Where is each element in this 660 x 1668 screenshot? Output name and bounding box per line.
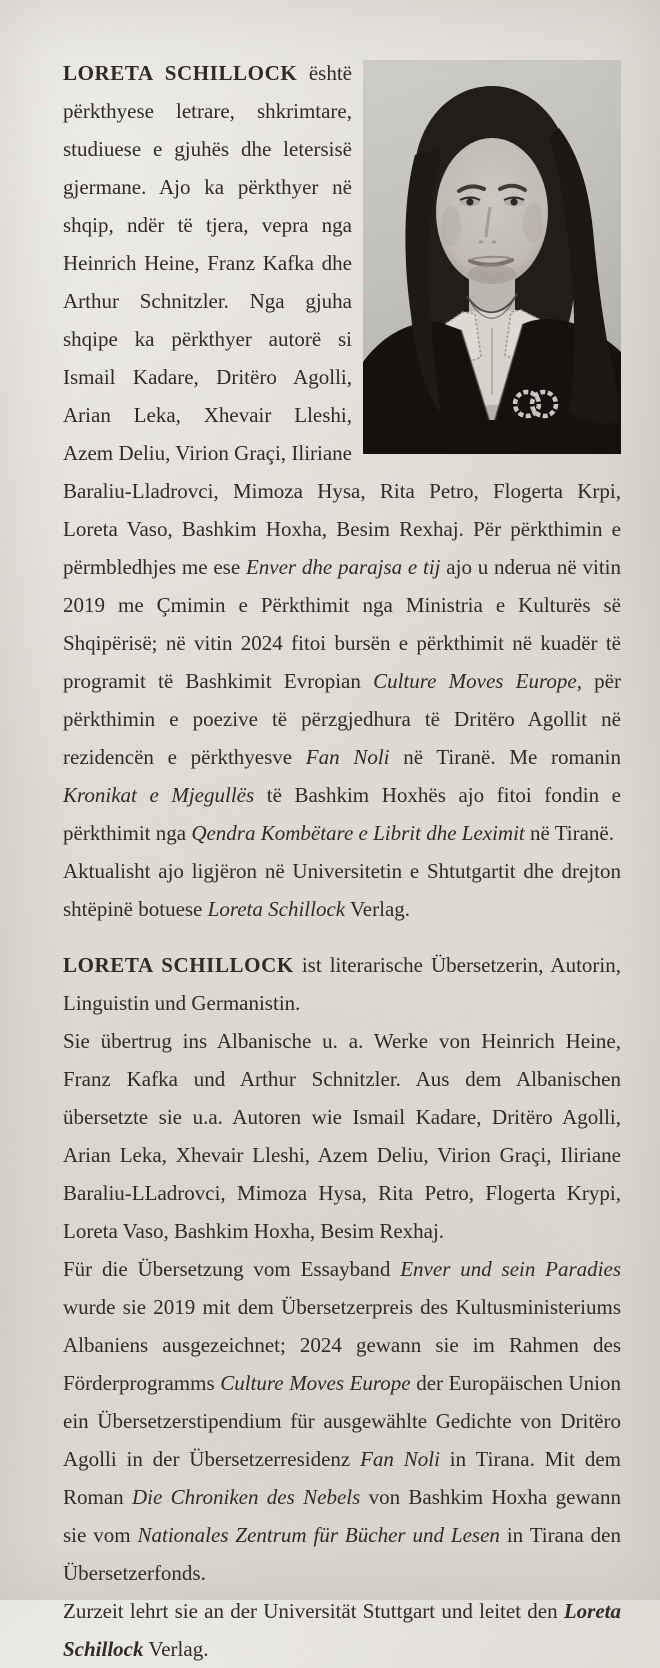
text-segment: Aktualisht ajo ligjëron në Universitetin e Shtutgartit dhe drejton shtëpinë botuese	[63, 859, 621, 921]
text-segment: Verlag.	[143, 1637, 209, 1661]
novel-title: Die Chroniken des Nebels	[131, 1485, 361, 1509]
text-segment: in Tirana den Übersetzerfonds.	[63, 1523, 621, 1585]
program-title: Culture Moves Europe	[220, 1371, 411, 1395]
text-segment: Für die Übersetzung vom Essayband	[63, 1257, 401, 1281]
publisher-name: Loreta Schillock	[207, 897, 346, 921]
text-segment: Zurzeit lehrt sie an der Universität Stuttgart und leitet den	[63, 1599, 564, 1623]
text-segment: të Bashkim Hoxhës ajo fitoi fondin e përkthimit nga	[63, 783, 621, 845]
bio-section-albanian	[63, 54, 621, 928]
text-segment: në Tiranë.	[524, 821, 614, 845]
essay-title: Enver und sein Paradies	[400, 1257, 622, 1281]
text-segment: der Europäischen Union ein Übersetzerstipendium für ausgewählte Gedichte von Dritëro Agolli in der Übersetzerresidenz	[63, 1371, 621, 1471]
program-title: Culture Moves Europe	[373, 669, 577, 693]
text-segment: wurde sie 2019 mit dem Übersetzerpreis des Kultusministeriums Albaniens ausgezeichnet; 2024 gewann sie im Rahmen des Förderprogramms	[63, 1295, 621, 1395]
residence-title: Fan Noli	[305, 745, 390, 769]
text-segment: , për përkthimin e poezive të përzgjedhura të Dritëro Agollit në rezidencën e përkthyesve	[63, 669, 621, 769]
text-segment: Verlag.	[345, 897, 411, 921]
bio-section-german	[63, 946, 621, 1668]
text-segment: është përkthyese letrare, shkrimtare, studiuese e gjuhës dhe letersisë gjermane. Ajo ka përkthyer në shqip, ndër të tjera, vepra nga Heinrich Heine, Franz Kafka dhe Arthur Schnitzler. Nga gjuha shqipe ka përkthyer autorë si Ismail Kadare, Dritëro Agolli, Arian Leka, Xhevair Lleshi, Azem Deliu, Virion Graçi, Iliriane Baraliu-Lladrovci, Mimoza Hysa, Rita Petro, Flogerta Krpi, Loreta Vaso, Bashkim Hoxha, Besim Rexhaj. Për përkthimin e përmbledhjes me ese	[63, 61, 621, 579]
institution-title: Nationales Zentrum für Bücher und Lesen	[137, 1523, 500, 1547]
bio-german-paragraph	[63, 946, 621, 1668]
portrait-illustration	[363, 60, 621, 454]
text-segment: ist literarische Übersetzerin, Autorin, Linguistin und Germanistin.	[63, 953, 621, 1015]
publisher-name: Loreta Schillock	[63, 1599, 621, 1661]
residence-title: Fan Noli	[360, 1447, 440, 1471]
text-segment: ajo u nderua në vitin 2019 me Çmimin e Përkthimit nga Ministria e Kulturës së Shqipërisë; në vitin 2024 fitoi bursën e përkthimit në kuadër të programit të Bashkimit Evropian	[63, 555, 622, 693]
text-segment: in Tirana. Mit dem Roman	[63, 1447, 621, 1509]
author-name-lead: LORETA SCHILLOCK	[63, 953, 294, 977]
novel-title: Kronikat e Mjegullës	[63, 783, 255, 807]
text-segment: von Bashkim Hoxha gewann sie vom	[63, 1485, 621, 1547]
text-segment: Sie übertrug ins Albanische u. a. Werke von Heinrich Heine, Franz Kafka und Arthur Schnitzler. Aus dem Albanischen übersetzte sie u.a. Autoren wie Ismail Kadare, Dritëro Agolli, Arian Leka, Xhevair Lleshi, Azem Deliu, Virion Graçi, Iliriane Baraliu-LLadrovci, Mimoza Hysa, Rita Petro, Flogerta Krypi, Loreta Vaso, Bashkim Hoxha, Besim Rexhaj.	[63, 1029, 621, 1243]
institution-title: Qendra Kombëtare e Librit dhe Leximit	[191, 821, 525, 845]
text-segment: në Tiranë. Me romanin	[389, 745, 621, 769]
author-name-lead: LORETA SCHILLOCK	[63, 61, 298, 85]
essay-title: Enver dhe parajsa e tij	[245, 555, 441, 579]
author-portrait-photo	[363, 60, 621, 454]
